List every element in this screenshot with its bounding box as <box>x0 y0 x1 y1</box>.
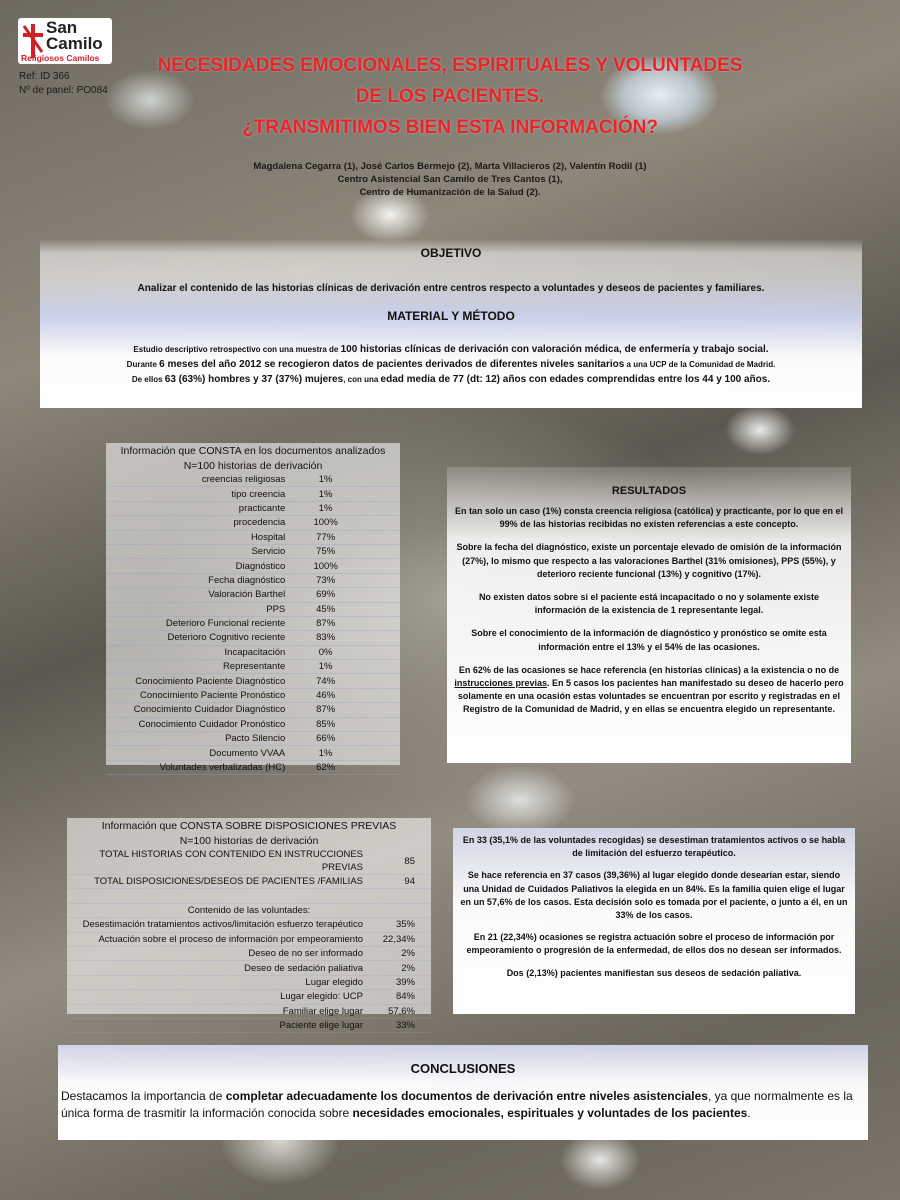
table-row <box>67 961 431 975</box>
row-label: PPS <box>266 603 286 615</box>
table-row <box>106 660 400 674</box>
table-row <box>67 918 431 932</box>
row-value: 83% <box>316 632 336 644</box>
results-paragraph-incapacity: No existen datos sobre si el paciente está incapacitado o no y solamente existe información de la existencia de 1 representante legal. <box>478 592 820 616</box>
table-row <box>67 1018 431 1032</box>
row-value: 39% <box>395 976 415 988</box>
table-row <box>106 501 400 515</box>
row-label: Voluntades verbalizadas (HC) <box>159 762 286 773</box>
table-row <box>106 588 400 602</box>
results-continued-panel <box>453 828 855 1014</box>
row-label: Pacto Silencio <box>225 733 286 745</box>
results-paragraph-knowledge: Sobre el conocimiento de la información de diagnóstico y pronóstico se omite esta información entre el 13% y el 54% de las ocasiones. <box>471 628 827 652</box>
results-panel <box>447 467 851 763</box>
row-label: Documento VVAA <box>209 747 286 759</box>
table-row <box>67 1004 431 1018</box>
row-value: 84% <box>395 991 415 1003</box>
table-row <box>106 645 400 659</box>
results-paragraph-diagnosis-date: Sobre la fecha del diagnóstico, existe un porcentaje elevado de omisión de la información (27%), lo mismo que respecto a las valoraciones Barthel (31% omisiones), PPS (55%), y deterioro reciente funcional (13%) y cognitivo (17%). <box>456 542 842 579</box>
row-label: Conocimiento Cuidador Diagnóstico <box>133 704 286 716</box>
table-row <box>106 473 400 487</box>
table-row <box>67 903 431 917</box>
row-value: 69% <box>316 589 336 601</box>
logo-name: San Camilo <box>46 18 103 53</box>
method-text: Estudio descriptivo retrospectivo con una muestra de 100 historias clínicas de derivación con valoración médica, de enfermería y trabajo social. Durante 6 meses del año 2012 se recogieron datos de pacientes derivados de diferentes niveles sanitarios a una UCP de la Comunidad de Madrid. De ellos 63 (63%) hombres y 37 (37%) mujeres, con una edad media de 77 (dt: 12) años con edades comprendidas entre los 44 y 100 años. <box>126 344 776 385</box>
row-value: 73% <box>316 574 336 586</box>
row-value: 66% <box>316 733 336 745</box>
table-row <box>106 760 400 774</box>
row-label: Valoración Barthel <box>208 589 286 601</box>
table-row <box>67 932 431 946</box>
row-value: 100% <box>313 560 338 572</box>
row-value: 57,6% <box>388 1005 415 1017</box>
table-row <box>106 631 400 645</box>
row-value: 33% <box>395 1020 415 1032</box>
row-label: procedencia <box>233 517 286 529</box>
table-row <box>106 703 400 717</box>
row-label: Lugar elegido: UCP <box>280 991 363 1003</box>
table-row <box>67 990 431 1004</box>
table-row <box>67 848 431 875</box>
spacer-row <box>67 889 431 903</box>
row-label: Paciente elige lugar <box>279 1020 363 1032</box>
row-value: 46% <box>316 690 336 702</box>
table-row <box>106 602 400 616</box>
row-label: creencias religiosas <box>201 474 286 486</box>
row-label: Deterioro Funcional reciente <box>165 618 286 630</box>
affiliation-1: Centro Asistencial San Camilo de Tres Cantos (1), <box>337 174 563 185</box>
row-value: 94 <box>404 876 415 888</box>
row-value: 2% <box>401 962 415 974</box>
conclusions-heading: CONCLUSIONES <box>410 1061 516 1076</box>
table-row <box>67 946 431 960</box>
logo-subtitle: Religiosos Camilos <box>21 53 100 63</box>
row-label: Familiar elige lugar <box>282 1005 363 1017</box>
table-row <box>106 616 400 630</box>
author-names: Magdalena Cegarra (1), José Carlos Bermejo (2), Marta Villacieros (2), Valentín Rodil (1) <box>253 161 647 172</box>
table-row <box>106 559 400 573</box>
row-label: Fecha diagnóstico <box>208 574 286 586</box>
row-label: Contenido de las voluntades: <box>187 904 311 916</box>
method-heading: MATERIAL Y MÉTODO <box>387 309 515 323</box>
table-row <box>106 732 400 746</box>
row-value: 1% <box>318 502 333 514</box>
results2-paragraph-treatments: En 33 (35,1% de las voluntades recogidas) se desestiman tratamientos activos o se habla de limitación del esfuerzo terapéutico. <box>462 835 846 859</box>
table-consta-documents <box>106 443 400 773</box>
row-value: 74% <box>316 675 336 687</box>
table2-subtitle: N=100 historias de derivación <box>179 835 319 847</box>
row-label: Conocimiento Paciente Pronóstico <box>140 690 286 702</box>
results2-paragraph-information: En 21 (22,34%) ocasiones se registra actuación sobre el proceso de información por empeoramiento o progresión de la enfermedad, de ellos dos no desean ser informados. <box>466 932 842 956</box>
objective-method-panel <box>40 240 862 408</box>
conclusions-panel <box>58 1045 868 1140</box>
panel-number: Nº de panel: PO084 <box>19 85 108 96</box>
row-value: 85% <box>316 718 336 730</box>
row-label: Diagnóstico <box>235 560 286 572</box>
row-value: 22,34% <box>382 933 415 945</box>
table-row <box>106 530 400 544</box>
table-disposiciones-previas <box>67 818 431 1032</box>
row-label: practicante <box>238 502 286 514</box>
row-label: Actuación sobre el proceso de información por empeoramiento <box>98 933 363 945</box>
row-value: 85 <box>404 855 415 867</box>
row-label: Deseo de sedación paliativa <box>244 962 363 974</box>
row-label: tipo creencia <box>231 488 286 500</box>
objective-text: Analizar el contenido de las historias clínicas de derivación entre centros respecto a voluntades y deseos de pacientes y familiares. <box>137 283 765 294</box>
results-paragraph-instructions: En 62% de las ocasiones se hace referencia (en historias clínicas) a la existencia o no de instrucciones previas. En 5 casos los pacientes han manifestado su deseo de hacerlo pero solamente en una ocasión estas voluntades se encuentran por escrito y registradas en el Registro de la Comunidad de Madrid, y en ellas se encuentra elegido un representante. <box>454 664 844 715</box>
table-row <box>106 717 400 731</box>
row-value: 45% <box>316 603 336 615</box>
row-value: 100% <box>313 517 338 529</box>
row-value: 1% <box>318 661 333 673</box>
ref-id: Ref: ID 366 <box>19 71 70 82</box>
row-label: Conocimiento Cuidador Pronóstico <box>138 718 286 730</box>
row-value: 87% <box>316 618 336 630</box>
authors-block <box>150 160 750 199</box>
poster-title: NECESIDADES EMOCIONALES, ESPIRITUALES Y VOLUNTADES DE LOS PACIENTES. ¿TRANSMITIMOS BIEN ESTA INFORMACIÓN? <box>157 55 743 138</box>
row-value: 62% <box>316 762 336 773</box>
row-value: 1% <box>318 747 333 759</box>
results-heading: RESULTADOS <box>611 485 687 497</box>
row-value: 1% <box>318 488 333 500</box>
row-value: 0% <box>318 646 333 658</box>
affiliation-2: Centro de Humanización de la Salud (2). <box>359 187 541 198</box>
row-value: 77% <box>316 531 336 543</box>
row-value: 2% <box>401 948 415 960</box>
row-label: Representante <box>222 661 286 673</box>
table1-subtitle: N=100 historias de derivación <box>183 460 323 472</box>
table2-title: Información que CONSTA SOBRE DISPOSICIONES PREVIAS <box>101 820 397 832</box>
row-label: Incapacitación <box>224 646 286 658</box>
row-label: TOTAL HISTORIAS CON CONTENIDO EN INSTRUCCIONES PREVIAS <box>99 849 363 873</box>
results2-paragraph-place: Se hace referencia en 37 casos (39,36%) al lugar elegido donde desearían estar, siendo una Unidad de Cuidados Paliativos la elegida en un 84%. Es la familia quien elige el lugar en un 57,6% de los casos. Esta decisión solo es tomada por el paciente, o junto a él, en un 33% de los casos. <box>460 870 848 921</box>
table-row <box>67 975 431 989</box>
row-value: 75% <box>316 546 336 558</box>
row-label: Hospital <box>250 531 286 543</box>
table-row <box>106 688 400 702</box>
table-row <box>106 544 400 558</box>
row-label: Servicio <box>251 546 286 558</box>
table-row <box>106 487 400 501</box>
row-label: Desestimación tratamientos activos/limitación esfuerzo terapéutico <box>82 919 363 931</box>
row-value: 87% <box>316 704 336 716</box>
row-label: Conocimiento Paciente Diagnóstico <box>135 675 286 687</box>
row-label: Lugar elegido <box>305 976 363 988</box>
table-row <box>106 573 400 587</box>
table-row <box>67 875 431 889</box>
table-row <box>106 746 400 760</box>
san-camilo-logo <box>18 18 112 64</box>
row-label: TOTAL DISPOSICIONES/DESEOS DE PACIENTES /FAMILIAS <box>94 876 363 888</box>
conclusions-text: Destacamos la importancia de completar adecuadamente los documentos de derivación entre niveles asistenciales, ya que normalmente es la única forma de trasmitir la información conocida sobre necesidades emocionales, espirituales y voluntades de los pacientes. <box>61 1089 853 1120</box>
table-row <box>106 516 400 530</box>
table-row <box>106 674 400 688</box>
results-paragraph-religion: En tan solo un caso (1%) consta creencia religiosa (católica) y practicante, por lo que en el 99% de las historias recibidas no existen referencias a este concepto. <box>454 506 844 530</box>
objective-heading: OBJETIVO <box>420 246 482 260</box>
row-label: Deseo de no ser informado <box>248 948 363 960</box>
table1-title: Información que CONSTA en los documentos analizados <box>120 445 386 457</box>
row-label: Deterioro Cognitivo reciente <box>167 632 286 644</box>
results2-paragraph-sedation: Dos (2,13%) pacientes manifiestan sus deseos de sedación paliativa. <box>506 967 802 978</box>
reference-info <box>19 70 108 98</box>
row-value: 35% <box>395 919 415 931</box>
row-value: 1% <box>318 474 333 486</box>
